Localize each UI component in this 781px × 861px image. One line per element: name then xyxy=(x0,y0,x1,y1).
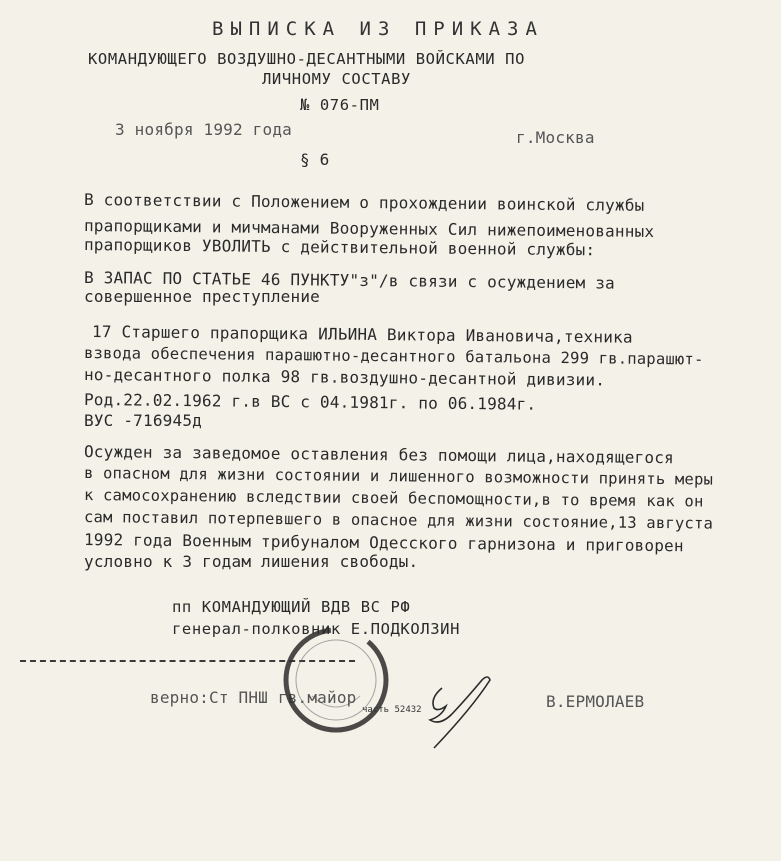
body-line-14: сам поставил потерпевшего в опасное для жизни состояние,13 августа xyxy=(83,508,714,533)
handwritten-signature xyxy=(412,668,512,752)
body-line-10: ВУС -716945д xyxy=(84,411,202,430)
signatory-name: генерал-полковник Е.ПОДКОЛЗИН xyxy=(172,620,461,638)
subtitle-line-2: ЛИЧНОМУ СОСТАВУ xyxy=(262,70,411,88)
stamp-text: часть 52432 xyxy=(362,705,422,715)
body-line-7: взвода обеспечения парашютно-десантного батальона 299 гв.парашют- xyxy=(83,344,704,369)
order-section: § 6 xyxy=(300,150,330,169)
body-line-6: 17 Старшего прапорщика ИЛЬИНА Виктора Ивановича,техника xyxy=(91,322,633,347)
body-line-16: условно к 3 годам лишения свободы. xyxy=(84,552,419,571)
body-line-15: 1992 года Военным трибуналом Одесского гарнизона и приговорен xyxy=(83,530,684,556)
body-line-4: В ЗАПАС ПО СТАТЬЕ 46 ПУНКТУ"з"/в связи с осуждением за xyxy=(83,268,616,293)
round-seal-stamp xyxy=(282,626,422,734)
order-number: № 076-ПМ xyxy=(300,96,380,114)
signatory-title: пп КОМАНДУЮЩИЙ ВДВ ВС РФ xyxy=(172,598,411,616)
body-line-13: к самосохранению вследствии своей беспомощности,в то время как он xyxy=(83,486,704,511)
body-line-1: В соответствии с Положением о прохождении воинской службы xyxy=(83,190,645,215)
body-line-12: в опасном для жизни состоянии и лишенного возможности принять меры xyxy=(83,464,714,489)
body-line-2: прапорщиками и мичманами Вооруженных Сил нижепоименованных xyxy=(83,216,655,241)
body-line-8: но-десантного полка 98 гв.воздушно-десантной дивизии. xyxy=(83,365,606,390)
body-line-3: прапорщиков УВОЛИТЬ с действительной военной службы: xyxy=(83,235,596,260)
verification-line: верно:Ст ПНШ гв.майор xyxy=(150,688,357,707)
document-title: ВЫПИСКА ИЗ ПРИКАЗА xyxy=(212,18,544,40)
body-line-5: совершенное преступление xyxy=(84,287,320,306)
body-line-9: Род.22.02.1962 г.в ВС с 04.1981г. по 06.1984г. xyxy=(83,390,537,414)
order-city: г.Москва xyxy=(516,128,595,147)
body-line-11: Осужден за заведомое оставления без помощи лица,находящегося xyxy=(83,442,675,468)
order-date: 3 ноября 1992 года xyxy=(115,120,292,139)
verifier-name: В.ЕРМОЛАЕВ xyxy=(546,692,645,711)
subtitle-line-1: КОМАНДУЮЩЕГО ВОЗДУШНО-ДЕСАНТНЫМИ ВОЙСКАМИ ПО xyxy=(88,50,525,68)
